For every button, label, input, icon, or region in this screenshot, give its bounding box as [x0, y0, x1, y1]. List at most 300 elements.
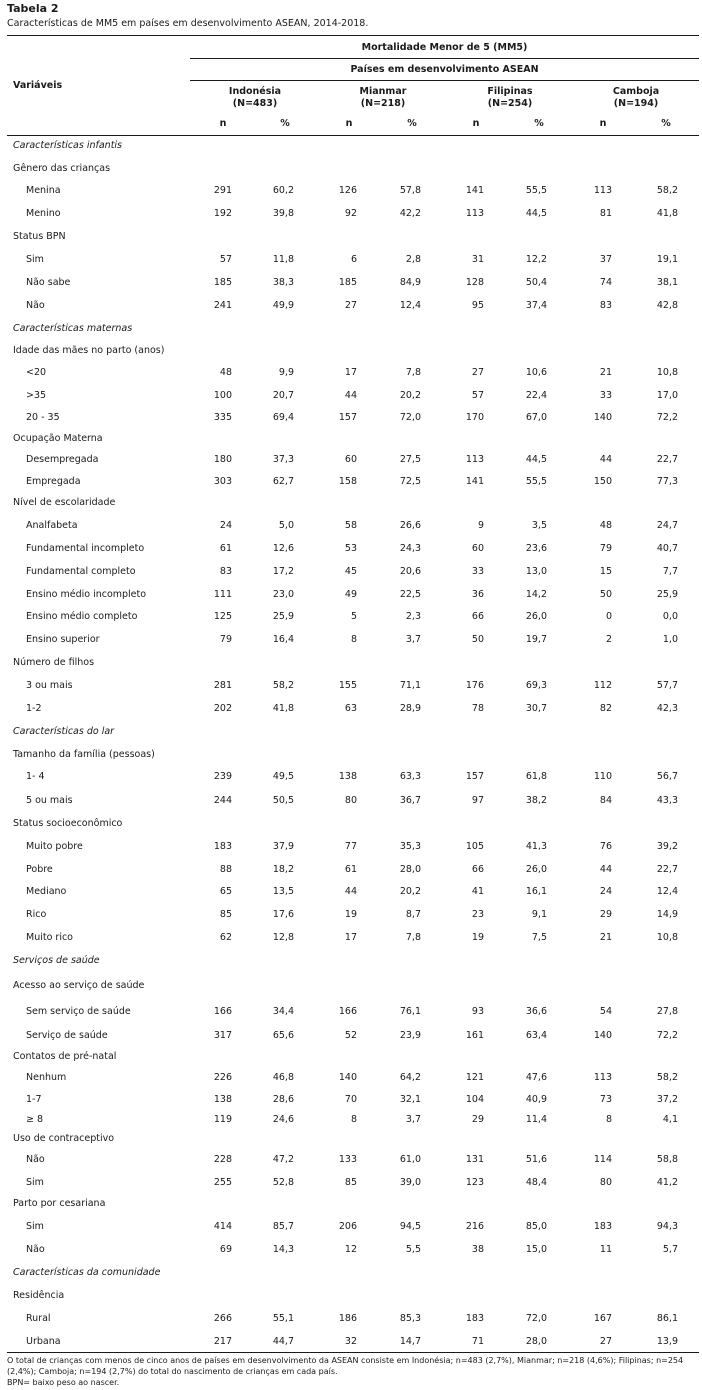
- cell-n: 5: [350, 611, 357, 622]
- cell-n: 141: [465, 185, 484, 196]
- cell-percent: 76,1: [399, 1006, 421, 1017]
- country-total: (N=483): [232, 98, 278, 109]
- table-row: [0, 1094, 702, 1108]
- cell-percent: 5,7: [662, 1244, 678, 1255]
- cell-n: 113: [593, 185, 612, 196]
- table-row: [0, 1313, 702, 1327]
- cell-percent: 13,0: [525, 566, 547, 577]
- row-label: Rico: [26, 909, 47, 920]
- cell-percent: 3,7: [405, 634, 421, 645]
- table-row: [0, 208, 702, 222]
- cell-n: 226: [213, 1072, 232, 1083]
- cell-n: 81: [599, 208, 612, 219]
- cell-percent: 7,8: [405, 932, 421, 943]
- row-label: 3 ou mais: [26, 680, 73, 691]
- table-row: [0, 1114, 702, 1128]
- cell-percent: 20,7: [272, 390, 294, 401]
- cell-percent: 63,3: [399, 771, 421, 782]
- cell-n: 183: [213, 841, 232, 852]
- country-total: (N=254): [487, 98, 533, 109]
- row-label: Ensino superior: [26, 634, 100, 645]
- cell-n: 62: [219, 932, 232, 943]
- cell-n: 192: [213, 208, 232, 219]
- cell-percent: 8,7: [405, 909, 421, 920]
- cell-percent: 57,8: [399, 185, 421, 196]
- row-label: <20: [26, 367, 47, 378]
- row-label: Sim: [26, 1177, 44, 1188]
- table-row: [0, 634, 702, 648]
- cell-percent: 41,8: [272, 703, 294, 714]
- group-label: Residência: [13, 1290, 65, 1301]
- cell-n: 138: [213, 1094, 232, 1105]
- group-label: Ocupação Materna: [13, 433, 103, 444]
- cell-n: 217: [213, 1336, 232, 1347]
- cell-percent: 55,5: [525, 185, 547, 196]
- cell-percent: 12,8: [272, 932, 294, 943]
- table-row: [0, 476, 702, 490]
- cell-percent: 19,7: [525, 634, 547, 645]
- cell-n: 49: [344, 589, 357, 600]
- cell-n: 45: [344, 566, 357, 577]
- cell-percent: 72,2: [656, 412, 678, 423]
- cell-percent: 58,8: [656, 1154, 678, 1165]
- row-label: Ensino médio incompleto: [26, 589, 147, 600]
- row-label: Empregada: [26, 476, 81, 487]
- cell-n: 57: [219, 254, 232, 265]
- table-row: [0, 520, 702, 534]
- cell-percent: 42,2: [399, 208, 421, 219]
- section-label: Características maternas: [13, 323, 133, 334]
- cell-percent: 7,8: [405, 367, 421, 378]
- group-heading-row: [0, 345, 702, 359]
- cell-n: 111: [213, 589, 232, 600]
- cell-percent: 40,7: [656, 543, 678, 554]
- table-row: [0, 390, 702, 404]
- cell-n: 73: [599, 1094, 612, 1105]
- cell-percent: 34,4: [272, 1006, 294, 1017]
- cell-percent: 65,6: [272, 1030, 294, 1041]
- cell-percent: 41,2: [656, 1177, 678, 1188]
- cell-percent: 3,7: [405, 1114, 421, 1125]
- cell-n: 31: [471, 254, 484, 265]
- cell-n: 93: [471, 1006, 484, 1017]
- row-label: 1- 4: [26, 771, 45, 782]
- cell-n: 113: [465, 454, 484, 465]
- cell-n: 80: [344, 795, 357, 806]
- cell-percent: 37,2: [656, 1094, 678, 1105]
- cell-percent: 49,5: [272, 771, 294, 782]
- country-name: Filipinas: [487, 86, 533, 97]
- table-row: [0, 589, 702, 603]
- cell-n: 84: [599, 795, 612, 806]
- cell-n: 82: [599, 703, 612, 714]
- section-heading-row: [0, 955, 702, 969]
- cell-percent: 42,3: [656, 703, 678, 714]
- cell-n: 150: [593, 476, 612, 487]
- section-label: Características da comunidade: [13, 1267, 161, 1278]
- table-row: [0, 254, 702, 268]
- cell-percent: 44,7: [272, 1336, 294, 1347]
- row-label: 1-2: [26, 703, 42, 714]
- cell-n: 138: [338, 771, 357, 782]
- cell-n: 123: [465, 1177, 484, 1188]
- row-label: Menino: [26, 208, 61, 219]
- table-row: [0, 367, 702, 381]
- cell-percent: 26,6: [399, 520, 421, 531]
- cell-n: 44: [599, 864, 612, 875]
- cell-n: 38: [471, 1244, 484, 1255]
- cell-n: 0: [605, 611, 612, 622]
- col-header-pct: %: [280, 118, 290, 129]
- table-row: [0, 932, 702, 946]
- cell-n: 44: [344, 886, 357, 897]
- cell-percent: 41,3: [525, 841, 547, 852]
- table-row: [0, 886, 702, 900]
- country-name: Mianmar: [359, 86, 407, 97]
- cell-percent: 12,4: [656, 886, 678, 897]
- cell-percent: 40,9: [525, 1094, 547, 1105]
- cell-percent: 24,6: [272, 1114, 294, 1125]
- cell-percent: 38,3: [272, 277, 294, 288]
- cell-n: 113: [465, 208, 484, 219]
- cell-percent: 10,6: [525, 367, 547, 378]
- cell-n: 61: [219, 543, 232, 554]
- cell-n: 79: [219, 634, 232, 645]
- cell-n: 15: [599, 566, 612, 577]
- group-heading-row: [0, 657, 702, 671]
- section-heading-row: [0, 323, 702, 337]
- group-label: Acesso ao serviço de saúde: [13, 980, 145, 991]
- cell-percent: 25,9: [656, 589, 678, 600]
- cell-n: 239: [213, 771, 232, 782]
- cell-n: 216: [465, 1221, 484, 1232]
- table-row: [0, 795, 702, 809]
- table-row: [0, 566, 702, 580]
- table-row: [0, 454, 702, 468]
- cell-n: 60: [471, 543, 484, 554]
- cell-percent: 27,5: [399, 454, 421, 465]
- row-label: Pobre: [26, 864, 53, 875]
- cell-percent: 47,6: [525, 1072, 547, 1083]
- cell-percent: 11,4: [525, 1114, 547, 1125]
- cell-n: 255: [213, 1177, 232, 1188]
- cell-n: 2: [605, 634, 612, 645]
- cell-n: 95: [471, 300, 484, 311]
- cell-n: 97: [471, 795, 484, 806]
- cell-percent: 38,1: [656, 277, 678, 288]
- cell-n: 66: [471, 864, 484, 875]
- cell-percent: 72,0: [399, 412, 421, 423]
- cell-percent: 24,3: [399, 543, 421, 554]
- col-header-n: n: [472, 118, 480, 129]
- cell-percent: 11,8: [272, 254, 294, 265]
- section-label: Serviços de saúde: [13, 955, 100, 966]
- cell-percent: 43,3: [656, 795, 678, 806]
- group-heading-row: [0, 980, 702, 994]
- cell-percent: 14,7: [399, 1336, 421, 1347]
- cell-n: 41: [471, 886, 484, 897]
- cell-n: 180: [213, 454, 232, 465]
- cell-n: 70: [344, 1094, 357, 1105]
- cell-n: 140: [593, 412, 612, 423]
- cell-n: 61: [344, 864, 357, 875]
- cell-n: 50: [599, 589, 612, 600]
- cell-percent: 55,1: [272, 1313, 294, 1324]
- cell-n: 85: [219, 909, 232, 920]
- row-label: Desempregada: [26, 454, 99, 465]
- cell-n: 88: [219, 864, 232, 875]
- cell-n: 37: [599, 254, 612, 265]
- cell-n: 104: [465, 1094, 484, 1105]
- cell-percent: 37,4: [525, 300, 547, 311]
- cell-n: 166: [213, 1006, 232, 1017]
- group-label: Status socioeconômico: [13, 818, 123, 829]
- cell-n: 206: [338, 1221, 357, 1232]
- cell-n: 112: [593, 680, 612, 691]
- group-heading-row: [0, 497, 702, 511]
- group-heading-row: [0, 433, 702, 447]
- cell-percent: 39,2: [656, 841, 678, 852]
- cell-percent: 17,6: [272, 909, 294, 920]
- row-label: Não: [26, 1244, 45, 1255]
- cell-n: 121: [465, 1072, 484, 1083]
- cell-percent: 50,5: [272, 795, 294, 806]
- cell-percent: 23,9: [399, 1030, 421, 1041]
- row-label: Sem serviço de saúde: [26, 1006, 131, 1017]
- section-label: Características do lar: [13, 726, 115, 737]
- cell-n: 69: [219, 1244, 232, 1255]
- cell-percent: 7,7: [662, 566, 678, 577]
- footnote-line: (2,4%); Camboja; n=194 (2,7%) do total do nascimento de crianças em cada país.: [7, 1367, 338, 1376]
- cell-n: 202: [213, 703, 232, 714]
- cell-n: 6: [350, 254, 357, 265]
- cell-n: 110: [593, 771, 612, 782]
- cell-percent: 63,4: [525, 1030, 547, 1041]
- row-label: Analfabeta: [26, 520, 78, 531]
- row-label: Muito rico: [26, 932, 73, 943]
- cell-percent: 56,7: [656, 771, 678, 782]
- cell-percent: 28,9: [399, 703, 421, 714]
- row-label: Não: [26, 300, 45, 311]
- cell-percent: 58,2: [656, 185, 678, 196]
- group-heading-row: [0, 749, 702, 763]
- group-label: Status BPN: [13, 231, 66, 242]
- cell-percent: 28,0: [399, 864, 421, 875]
- cell-percent: 55,5: [525, 476, 547, 487]
- cell-n: 17: [344, 367, 357, 378]
- cell-n: 317: [213, 1030, 232, 1041]
- row-label: Não: [26, 1154, 45, 1165]
- cell-percent: 57,7: [656, 680, 678, 691]
- cell-percent: 47,2: [272, 1154, 294, 1165]
- row-label: Ensino médio completo: [26, 611, 138, 622]
- cell-percent: 5,5: [405, 1244, 421, 1255]
- cell-n: 63: [344, 703, 357, 714]
- group-label: Tamanho da família (pessoas): [13, 749, 155, 760]
- cell-n: 8: [350, 634, 357, 645]
- cell-percent: 12,4: [399, 300, 421, 311]
- cell-percent: 26,0: [525, 611, 547, 622]
- cell-n: 170: [465, 412, 484, 423]
- subgroup-header: Países em desenvolvimento ASEAN: [350, 64, 539, 75]
- cell-n: 17: [344, 932, 357, 943]
- cell-n: 414: [213, 1221, 232, 1232]
- cell-n: 36: [471, 589, 484, 600]
- cell-percent: 44,5: [525, 454, 547, 465]
- cell-percent: 61,8: [525, 771, 547, 782]
- cell-percent: 94,5: [399, 1221, 421, 1232]
- table-row: [0, 703, 702, 717]
- table-title: Tabela 2: [7, 2, 59, 15]
- cell-n: 126: [338, 185, 357, 196]
- cell-n: 281: [213, 680, 232, 691]
- cell-n: 48: [599, 520, 612, 531]
- row-label: >35: [26, 390, 47, 401]
- cell-n: 114: [593, 1154, 612, 1165]
- cell-percent: 2,3: [405, 611, 421, 622]
- cell-percent: 14,9: [656, 909, 678, 920]
- cell-percent: 27,8: [656, 1006, 678, 1017]
- cell-percent: 36,7: [399, 795, 421, 806]
- table-row: [0, 771, 702, 785]
- cell-n: 140: [593, 1030, 612, 1041]
- cell-percent: 16,1: [525, 886, 547, 897]
- cell-percent: 71,1: [399, 680, 421, 691]
- cell-percent: 62,7: [272, 476, 294, 487]
- variables-header: Variáveis: [13, 80, 63, 91]
- cell-n: 33: [599, 390, 612, 401]
- table-row: [0, 1030, 702, 1044]
- row-label: Muito pobre: [26, 841, 83, 852]
- cell-n: 44: [599, 454, 612, 465]
- cell-percent: 1,0: [662, 634, 678, 645]
- cell-percent: 13,5: [272, 886, 294, 897]
- cell-percent: 36,6: [525, 1006, 547, 1017]
- cell-percent: 39,0: [399, 1177, 421, 1188]
- group-heading-row: [0, 1051, 702, 1065]
- cell-n: 65: [219, 886, 232, 897]
- cell-n: 161: [465, 1030, 484, 1041]
- cell-n: 79: [599, 543, 612, 554]
- cell-percent: 2,8: [405, 254, 421, 265]
- cell-n: 266: [213, 1313, 232, 1324]
- cell-percent: 5,0: [278, 520, 294, 531]
- cell-n: 131: [465, 1154, 484, 1165]
- cell-n: 66: [471, 611, 484, 622]
- cell-n: 24: [219, 520, 232, 531]
- table-row: [0, 1244, 702, 1258]
- cell-percent: 12,2: [525, 254, 547, 265]
- row-label: Não sabe: [26, 277, 71, 288]
- cell-n: 335: [213, 412, 232, 423]
- cell-percent: 72,0: [525, 1313, 547, 1324]
- cell-n: 29: [471, 1114, 484, 1125]
- cell-percent: 20,2: [399, 390, 421, 401]
- cell-n: 241: [213, 300, 232, 311]
- cell-percent: 61,0: [399, 1154, 421, 1165]
- cell-n: 186: [338, 1313, 357, 1324]
- row-label: 5 ou mais: [26, 795, 73, 806]
- table-row: [0, 1006, 702, 1020]
- cell-percent: 41,8: [656, 208, 678, 219]
- cell-percent: 9,1: [531, 909, 547, 920]
- cell-n: 19: [344, 909, 357, 920]
- cell-percent: 49,9: [272, 300, 294, 311]
- cell-percent: 42,8: [656, 300, 678, 311]
- cell-n: 80: [599, 1177, 612, 1188]
- cell-n: 50: [471, 634, 484, 645]
- cell-percent: 15,0: [525, 1244, 547, 1255]
- table-row: [0, 300, 702, 314]
- cell-percent: 85,7: [272, 1221, 294, 1232]
- cell-n: 32: [344, 1336, 357, 1347]
- row-label: ≥ 8: [26, 1114, 44, 1125]
- group-label: Idade das mães no parto (anos): [13, 345, 165, 356]
- cell-percent: 7,5: [531, 932, 547, 943]
- table-row: [0, 864, 702, 878]
- cell-percent: 39,8: [272, 208, 294, 219]
- cell-percent: 22,4: [525, 390, 547, 401]
- cell-percent: 85,3: [399, 1313, 421, 1324]
- cell-n: 100: [213, 390, 232, 401]
- cell-n: 141: [465, 476, 484, 487]
- group-header: Mortalidade Menor de 5 (MM5): [361, 42, 528, 53]
- cell-percent: 86,1: [656, 1313, 678, 1324]
- row-label: Menina: [26, 185, 61, 196]
- cell-percent: 18,2: [272, 864, 294, 875]
- cell-percent: 10,8: [656, 932, 678, 943]
- cell-percent: 44,5: [525, 208, 547, 219]
- cell-n: 155: [338, 680, 357, 691]
- cell-n: 167: [593, 1313, 612, 1324]
- cell-n: 183: [593, 1221, 612, 1232]
- cell-n: 52: [344, 1030, 357, 1041]
- cell-n: 244: [213, 795, 232, 806]
- cell-percent: 23,6: [525, 543, 547, 554]
- cell-percent: 9,9: [278, 367, 294, 378]
- cell-percent: 48,4: [525, 1177, 547, 1188]
- cell-percent: 72,2: [656, 1030, 678, 1041]
- group-label: Uso de contraceptivo: [13, 1133, 115, 1144]
- cell-percent: 35,3: [399, 841, 421, 852]
- cell-percent: 69,3: [525, 680, 547, 691]
- cell-percent: 12,6: [272, 543, 294, 554]
- cell-percent: 72,5: [399, 476, 421, 487]
- cell-n: 83: [599, 300, 612, 311]
- cell-n: 29: [599, 909, 612, 920]
- col-header-pct: %: [661, 118, 671, 129]
- cell-percent: 16,4: [272, 634, 294, 645]
- cell-percent: 0,0: [662, 611, 678, 622]
- cell-n: 185: [338, 277, 357, 288]
- cell-percent: 23,0: [272, 589, 294, 600]
- cell-percent: 4,1: [662, 1114, 678, 1125]
- cell-n: 23: [471, 909, 484, 920]
- table-row: [0, 1177, 702, 1191]
- cell-n: 176: [465, 680, 484, 691]
- cell-percent: 13,9: [656, 1336, 678, 1347]
- cell-n: 8: [605, 1114, 612, 1125]
- cell-percent: 20,2: [399, 886, 421, 897]
- cell-n: 158: [338, 476, 357, 487]
- cell-percent: 32,1: [399, 1094, 421, 1105]
- row-label: 1-7: [26, 1094, 42, 1105]
- cell-n: 92: [344, 208, 357, 219]
- cell-n: 27: [599, 1336, 612, 1347]
- table-row: [0, 1072, 702, 1086]
- cell-n: 57: [471, 390, 484, 401]
- table-row: [0, 841, 702, 855]
